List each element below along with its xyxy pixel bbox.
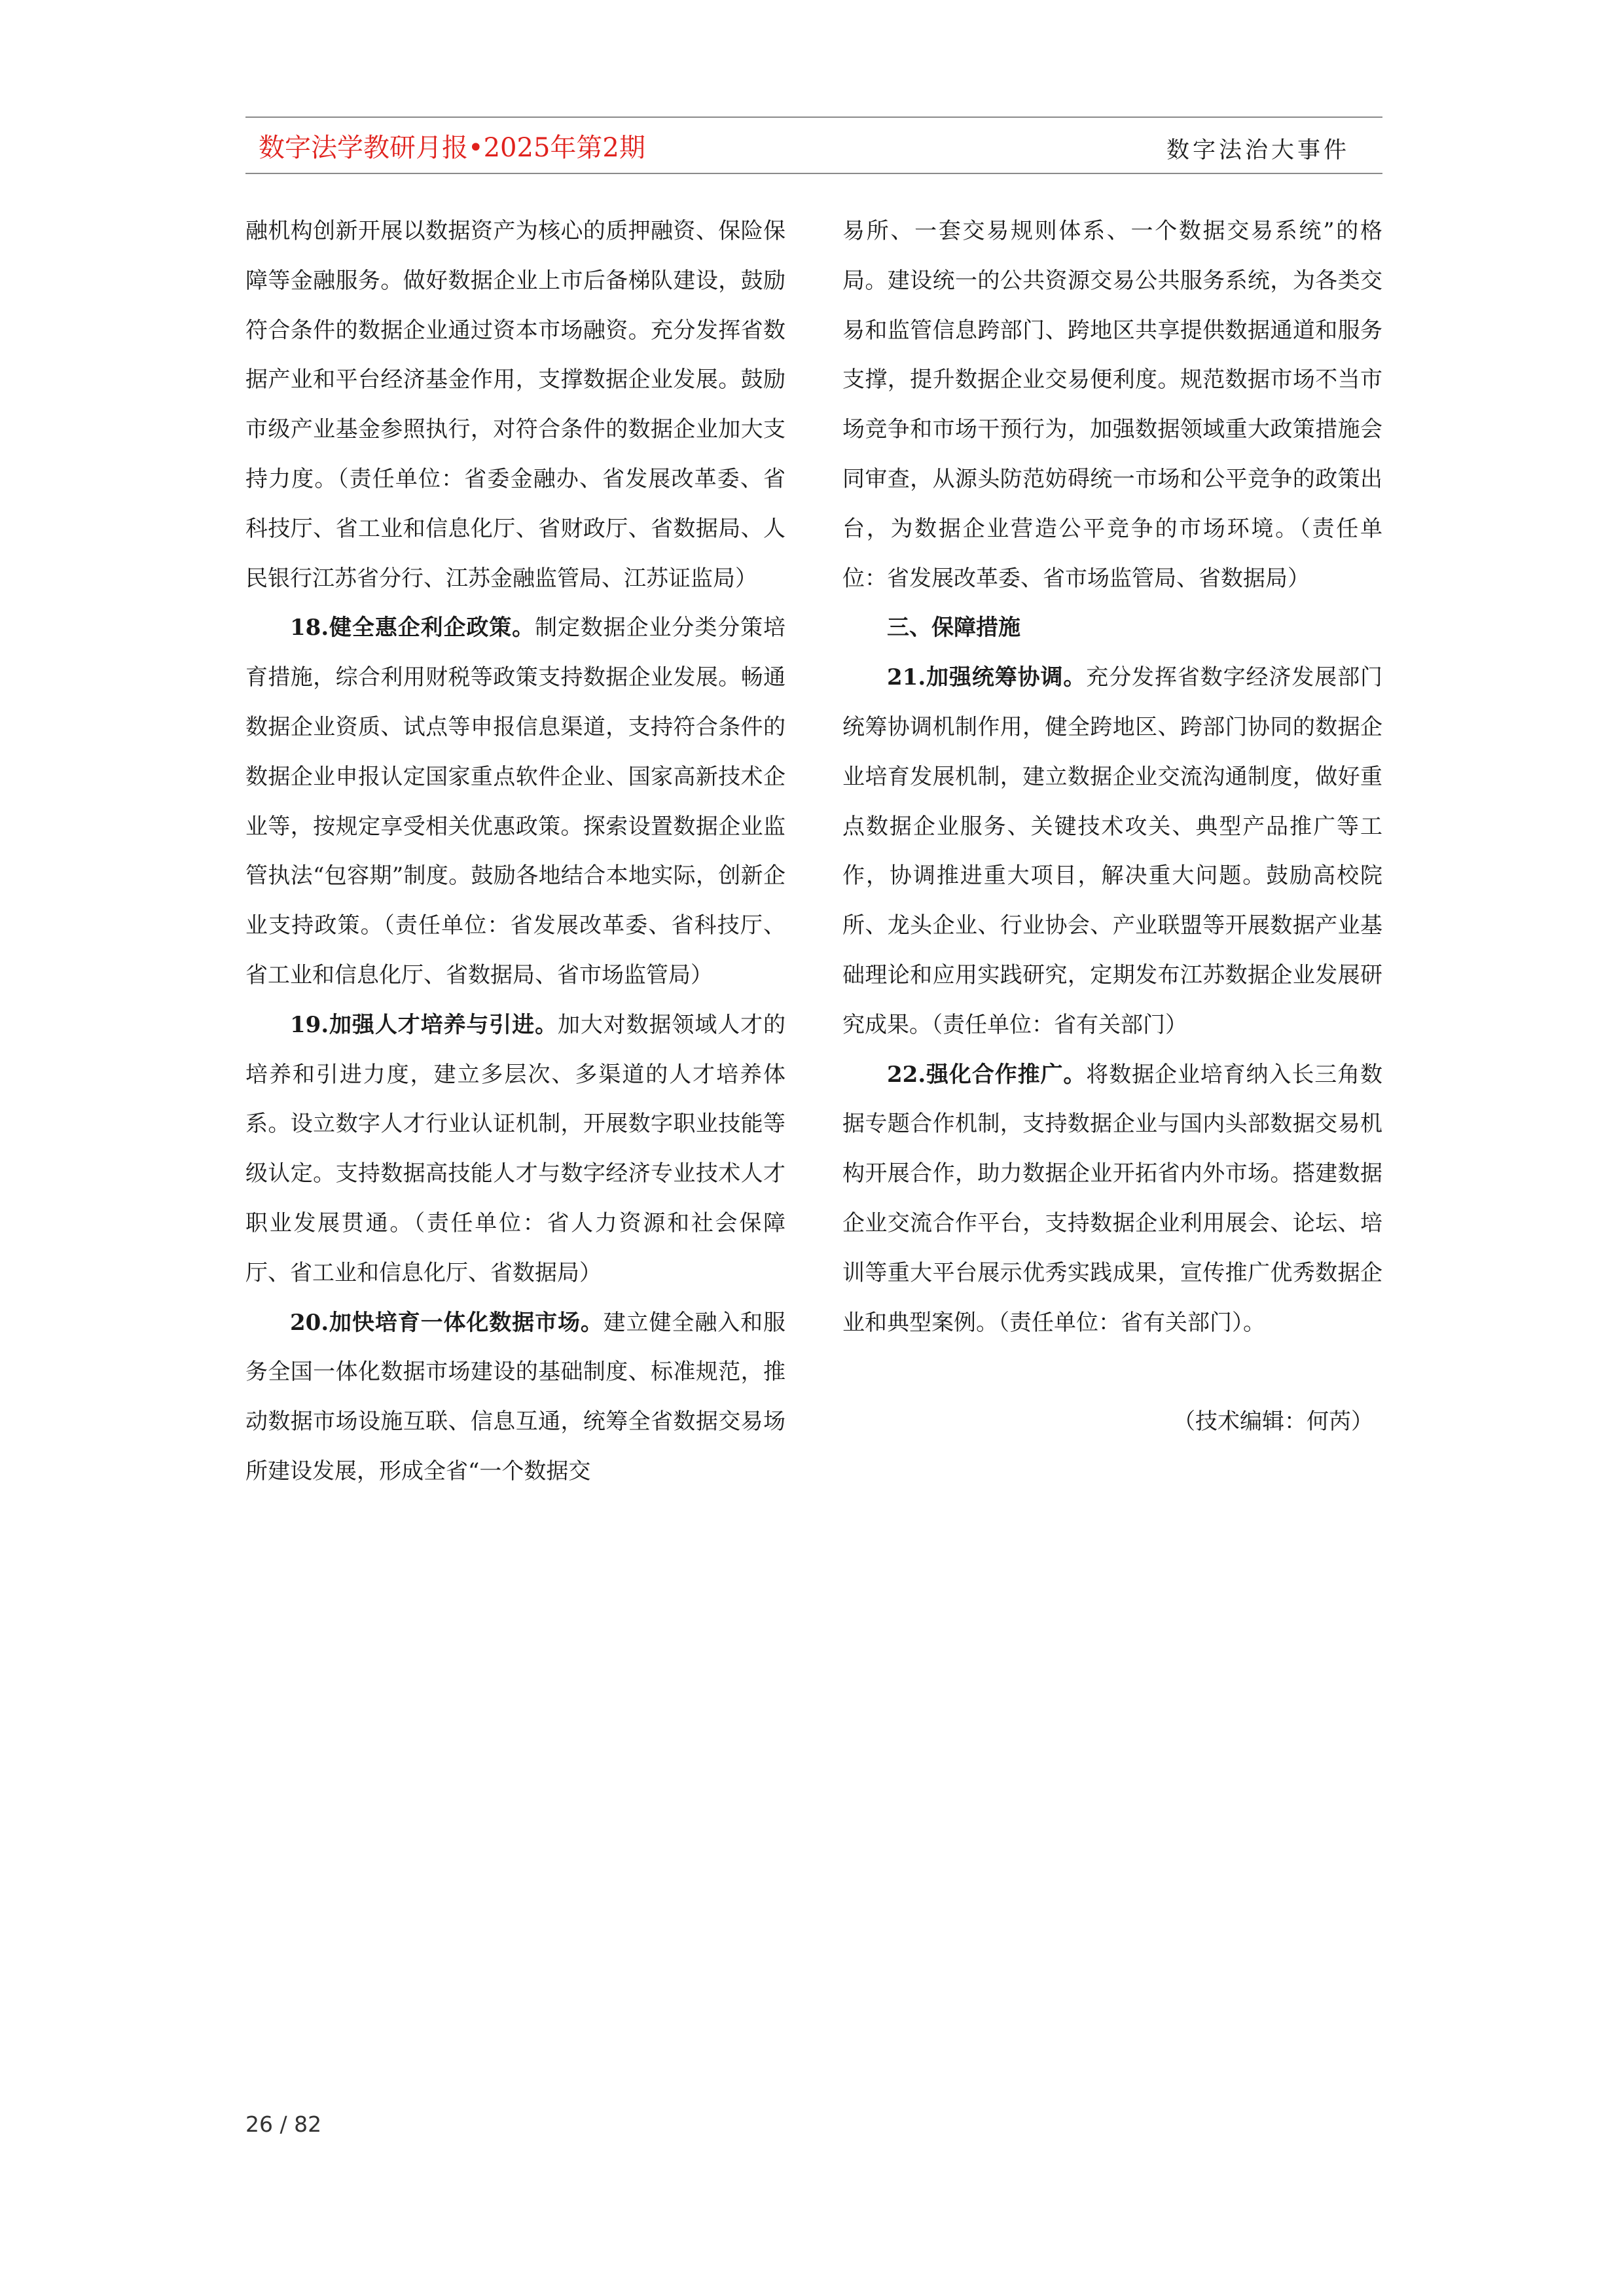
item-18-body: 制定数据企业分类分策培育措施，综合利用财税等政策支持数据企业发展。畅通数据企业资质、试点等申报信息渠道，支持符合条件的数据企业申报认定国家重点软件企业、国家高新技术企业等，按规定享受相关优惠政策。探索设置数据企业监管执法“包容期”制度。鼓励各地结合本地实际，创新企业支持政策。（责任单位：省发展改革委、省科技厅、省工业和信息化厅、省数据局、省市场监管局） [245,615,785,988]
item-18-title: 18.健全惠企利企政策。 [290,615,535,641]
item-20-title: 20.加快培育一体化数据市场。 [290,1309,604,1336]
item-18 [245,603,785,1000]
left-column [245,207,785,1497]
item-19-title: 19.加强人才培养与引进。 [290,1011,558,1038]
item-20 [245,1299,785,1497]
technical-editor: （技术编辑：何芮） [1173,1408,1373,1435]
journal-title: 数字法学教研月报•2025年第2期 [259,133,645,163]
right-column [842,207,1382,1447]
item-21-title: 21.加强统筹协调。 [887,664,1087,691]
item-19-body: 加大对数据领域人才的培养和引进力度，建立多层次、多渠道的人才培养体系。设立数字人才行业认证机制，开展数字职业技能等级认定。支持数据高技能人才与数字经济专业技术人才职业发展贯通。（责任单位：省人力资源和社会保障厅、省工业和信息化厅、省数据局） [245,1011,785,1286]
page-header [245,117,1382,174]
item-21 [842,653,1382,1050]
item-22 [842,1050,1382,1348]
item-21-body: 充分发挥省数字经济发展部门统筹协调机制作用，健全跨地区、跨部门协同的数据企业培育发展机制，建立数据企业交流沟通制度，做好重点数据企业服务、关键技术攻关、典型产品推广等工作，协调推进重大项目，解决重大问题。鼓励高校院所、龙头企业、行业协会、产业联盟等开展数据产业基础理论和应用实践研究，定期发布江苏数据企业发展研究成果。（责任单位：省有关部门） [842,664,1383,1038]
item-19 [245,1001,785,1299]
section-title: 数字法治大事件 [1166,137,1350,164]
section-heading: 三、保障措施 [887,615,1020,641]
paragraph-continued-right: 易所、一套交易规则体系、一个数据交易系统”的格局。建设统一的公共资源交易公共服务系统，为各类交易和监管信息跨部门、跨地区共享提供数据通道和服务支撑，提升数据企业交易便利度。规范数据市场不当市场竞争和市场干预行为，加强数据领域重大政策措施会同审查，从源头防范妨碍统一市场和公平竞争的政策出台，为数据企业营造公平竞争的市场环境。（责任单位：省发展改革委、省市场监管局、省数据局） [842,218,1382,592]
paragraph-continued: 融机构创新开展以数据资产为核心的质押融资、保险保障等金融服务。做好数据企业上市后备梯队建设，鼓励符合条件的数据企业通过资本市场融资。充分发挥省数据产业和平台经济基金作用，支撑数据企业发展。鼓励市级产业基金参照执行，对符合条件的数据企业加大支持力度。（责任单位：省委金融办、省发展改革委、省科技厅、省工业和信息化厅、省财政厅、省数据局、人民银行江苏省分行、江苏金融监管局、江苏证监局） [245,218,785,592]
item-22-body: 将数据企业培育纳入长三角数据专题合作机制，支持数据企业与国内头部数据交易机构开展合作，助力数据企业开拓省内外市场。搭建数据企业交流合作平台，支持数据企业利用展会、论坛、培训等重大平台展示优秀实践成果，宣传推广优秀数据企业和典型案例。（责任单位：省有关部门）。 [842,1061,1383,1336]
page-number: 26 / 82 [245,2111,322,2137]
item-20-body: 建立健全融入和服务全国一体化数据市场建设的基础制度、标准规范，推动数据市场设施互联、信息互通，统筹全省数据交易场所建设发展，形成全省“一个数据交 [245,1309,785,1484]
item-22-title: 22.强化合作推广。 [887,1061,1087,1088]
